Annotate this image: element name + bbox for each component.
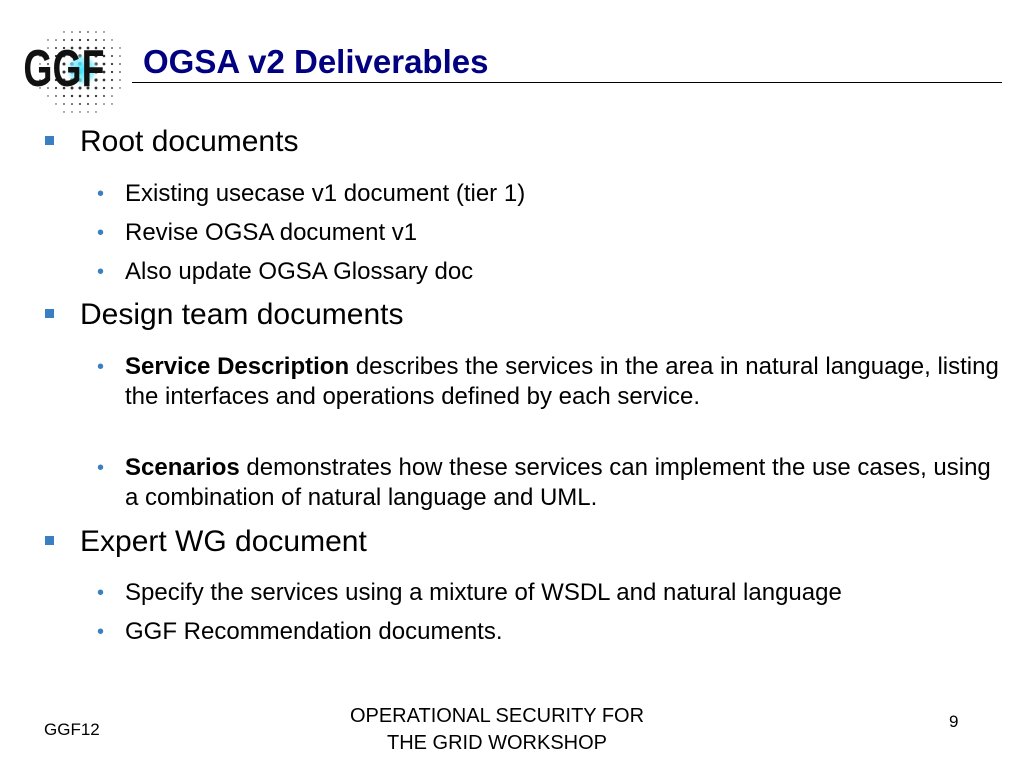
- section-heading-text: Design team documents: [80, 298, 404, 331]
- square-bullet-icon: [45, 536, 54, 545]
- list-item-text: describes the services in the area in natural language, listing the interfaces and operations defined by each service.: [125, 353, 999, 410]
- bullet-dot-icon: •: [97, 183, 105, 205]
- list-item-text: Revise OGSA document v1: [125, 219, 418, 246]
- list-item-text: Also update OGSA Glossary doc: [125, 258, 474, 285]
- list-item: [97, 617, 1005, 647]
- footer-workshop-line: THE GRID WORKSHOP: [386, 732, 607, 754]
- list-item: [97, 578, 1005, 608]
- section-heading-text: Expert WG document: [80, 525, 367, 558]
- footer-workshop-line: OPERATIONAL SECURITY FOR: [349, 705, 645, 727]
- list-item: [97, 257, 1005, 287]
- bullet-dot-icon: •: [97, 261, 105, 283]
- section-heading: [80, 525, 367, 559]
- bullet-dot-icon: •: [97, 457, 105, 479]
- square-bullet-icon: [45, 309, 54, 318]
- footer-workshop-title: [287, 703, 707, 757]
- square-bullet-icon: [45, 136, 54, 145]
- list-item-text: GGF Recommendation documents.: [125, 618, 503, 645]
- list-item-text: demonstrates how these services can implement the use cases, using a combination of natural language and UML.: [125, 454, 991, 511]
- list-item-term: Scenarios: [125, 454, 240, 481]
- list-item: [97, 218, 1005, 248]
- section-heading: [80, 125, 298, 159]
- svg-text:GGF: GGF: [23, 38, 105, 98]
- list-item: [97, 352, 1005, 412]
- page-number: 9: [949, 712, 959, 731]
- section-heading-text: Root documents: [80, 125, 299, 158]
- bullet-dot-icon: •: [97, 222, 105, 244]
- list-item-text: Specify the services using a mixture of WSDL and natural language: [125, 579, 842, 606]
- bullet-dot-icon: •: [97, 356, 105, 378]
- list-item: [97, 453, 1005, 513]
- footer-event: GGF12: [44, 720, 100, 739]
- slide-title: OGSA v2 Deliverables: [143, 43, 489, 80]
- section-heading: [80, 298, 404, 332]
- list-item-term: Service Description: [125, 353, 350, 380]
- list-item-text: Existing usecase v1 document (tier 1): [125, 180, 526, 207]
- bullet-dot-icon: •: [97, 621, 105, 643]
- bullet-dot-icon: •: [97, 582, 105, 604]
- list-item: [97, 179, 1005, 209]
